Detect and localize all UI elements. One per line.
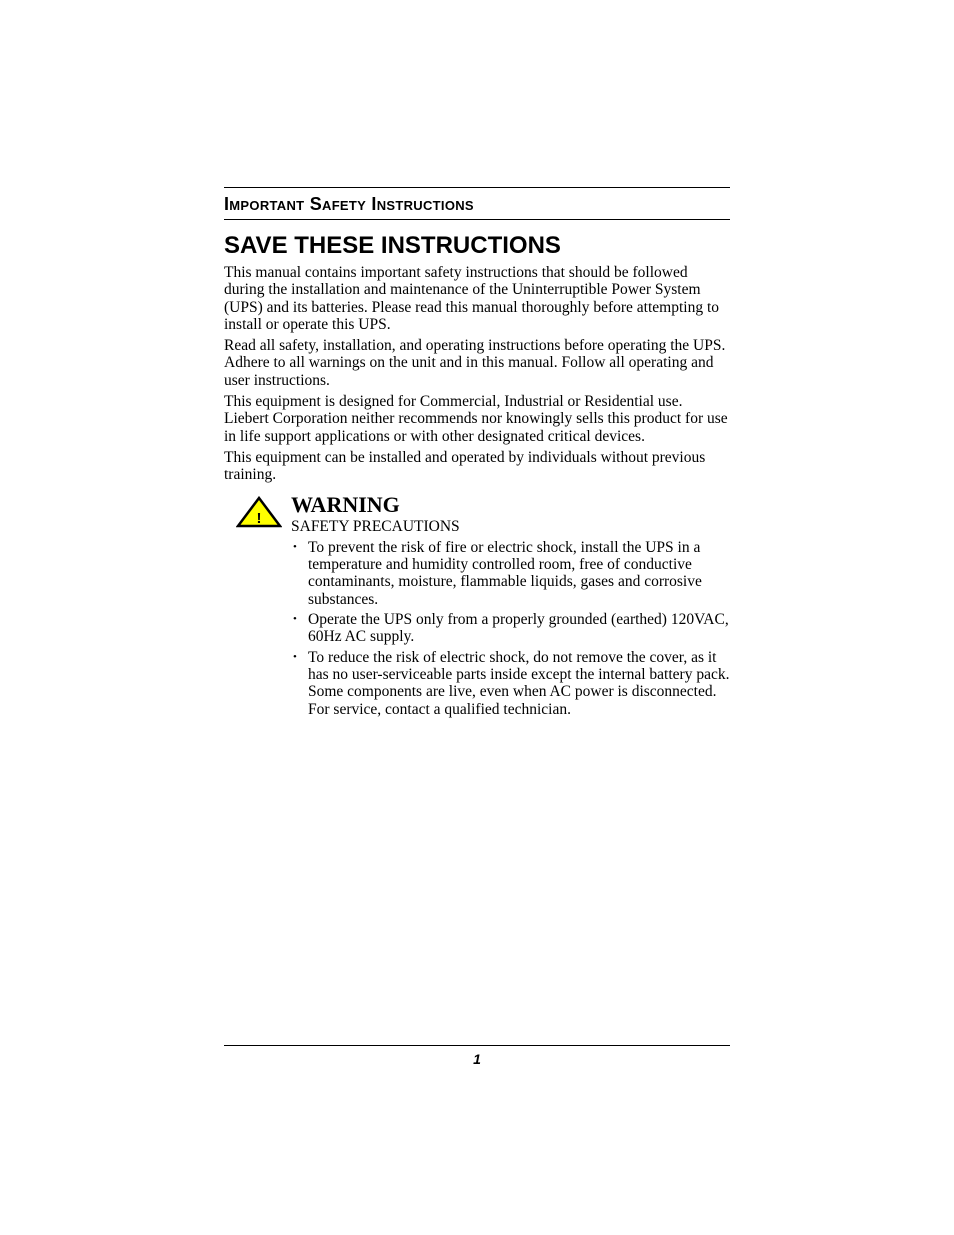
precautions-list bbox=[291, 539, 730, 718]
page-content bbox=[224, 187, 730, 721]
page-number: 1 bbox=[473, 1051, 481, 1067]
list-item bbox=[291, 539, 730, 608]
section-rule bbox=[224, 219, 730, 220]
warning-block bbox=[224, 491, 730, 718]
section-title: Important Safety Instructions bbox=[224, 194, 474, 214]
page-title: SAVE THESE INSTRUCTIONS bbox=[224, 232, 561, 259]
bullet-icon: • bbox=[293, 650, 297, 663]
warning-title: WARNING bbox=[291, 491, 400, 517]
bullet-icon: • bbox=[293, 540, 297, 553]
list-item bbox=[291, 649, 730, 718]
warning-triangle-icon bbox=[236, 496, 282, 528]
warning-icon-glyph: ! bbox=[256, 509, 262, 527]
usage-paragraph: This equipment is designed for Commercial, Industrial or Residential use. Liebert Corporation neither recommends nor knowingly sells this product for use in life support applications or with other designated critical devices. bbox=[224, 393, 728, 445]
intro-paragraph: This manual contains important safety instructions that should be followed during the installation and maintenance of the Uninterruptible Power System (UPS) and its batteries. Please read this manual thoroughly before attempting to install or operate this UPS. bbox=[224, 264, 720, 333]
warning-subtitle: SAFETY PRECAUTIONS bbox=[291, 517, 460, 535]
page-footer bbox=[224, 1045, 730, 1067]
list-item-text: To reduce the risk of electric shock, do not remove the cover, as it has no user-serviceable parts inside except the internal battery pack. Some components are live, even when AC power is disconnected. For service, contact a qualified technician. bbox=[308, 648, 730, 718]
footer-rule bbox=[224, 1045, 730, 1046]
training-paragraph: This equipment can be installed and operated by individuals without previous training. bbox=[224, 448, 706, 484]
list-item-text: To prevent the risk of fire or electric shock, install the UPS in a temperature and humidity controlled room, free of conductive contaminants, moisture, flammable liquids, gases and corrosive substances. bbox=[308, 538, 702, 608]
read-instructions-paragraph: Read all safety, installation, and operating instructions before operating the UPS. Adhere to all warnings on the unit and in this manual. Follow all operating and user instructions. bbox=[224, 337, 726, 389]
top-rule bbox=[224, 187, 730, 188]
list-item bbox=[291, 611, 730, 646]
list-item-text: Operate the UPS only from a properly grounded (earthed) 120VAC, 60Hz AC supply. bbox=[308, 611, 729, 646]
bullet-icon: • bbox=[293, 613, 297, 626]
